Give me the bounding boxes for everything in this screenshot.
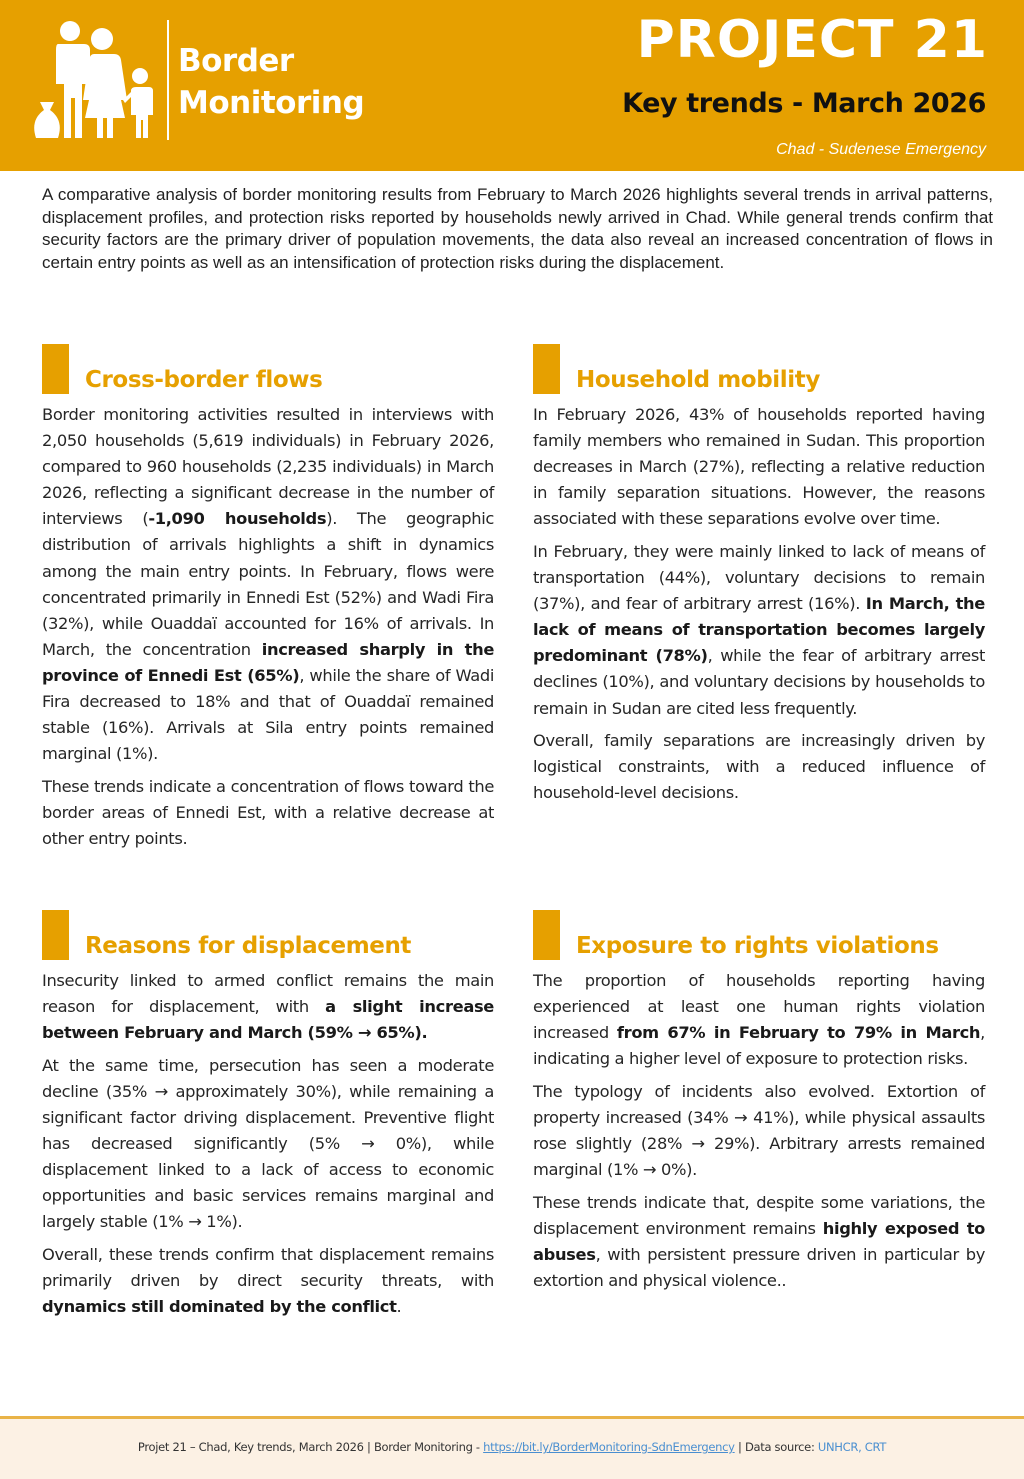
family-refugees-icon (30, 18, 158, 140)
section-reasons-for-displacement (42, 910, 494, 1327)
paragraph: Overall, family separations are increasingly driven by logistical constraints, with a reduced influence of household-level decisions. (533, 731, 985, 803)
intro-paragraph: A comparative analysis of border monitoring results from February to March 2026 highlights several trends in arrival patterns, displacement profiles, and protection risks reported by households newly arrived in Chad. While general trends confirm that security factors are the primary driver of population movements, the data also reveal an increased concentration of flows in certain entry points as well as an intensification of protection risks during the displacement. (42, 185, 993, 273)
footer-text: Projet 21 – Chad, Key trends, March 2026 | Border Monitoring - https://bit.ly/BorderMonitoring-SdnEmergency | Data source: UNHCR, CRT (137, 1440, 887, 1454)
data-source: UNHCR, CRT (817, 1440, 887, 1454)
header-banner (0, 0, 1024, 171)
section-accent-bar (42, 344, 69, 394)
section-header (533, 344, 985, 402)
section-accent-bar (533, 910, 560, 960)
section-accent-bar (42, 910, 69, 960)
section-title: Cross-border flows (85, 367, 323, 393)
report-title: Key trends - March 2026 (622, 88, 986, 119)
paragraph: In February 2026, 43% of households reported having family members who remained in Sudan. This proportion decreases in March (27%), reflecting a relative reduction in family separation situations. However, the reasons associated with these separations evolve over time. (533, 405, 985, 529)
paragraph: These trends indicate that, despite some variations, the displacement environment remains highly exposed to abuses, with persistent pressure driven in particular by extortion and physical violence.. (533, 1192, 985, 1291)
report-subtitle: Chad - Sudenese Emergency (776, 141, 986, 158)
section-header (533, 910, 985, 968)
section-header (42, 344, 494, 402)
section-exposure-to-rights-violations (533, 910, 985, 1301)
section-header (42, 910, 494, 968)
paragraph: Overall, these trends confirm that displacement remains primarily driven by direct security threats, with dynamics still dominated by the conflict. (42, 1244, 494, 1317)
section-household-mobility (533, 344, 985, 813)
logo-text (178, 40, 364, 124)
paragraph: Border monitoring activities resulted in interviews with 2,050 households (5,619 individuals) in February 2026, compared to 960 households (2,235 individuals) in March 2026, reflecting a significant decrease in the number of interviews (-1,090 households). The geographic distribution of arrivals highlights a shift in dynamics among the main entry points. In February, flows were concentrated primarily in Ennedi Est (52%) and Wadi Fira (32%), while Ouaddaï accounted for 16% of arrivals. In March, the concentration increased sharply in the province of Ennedi Est (65%), while the share of Wadi Fira decreased to 18% and that of Ouaddaï remained stable (16%). Arrivals at Sila entry points remained marginal (1%). (42, 405, 495, 764)
paragraph: In February, they were mainly linked to lack of means of transportation (44%), voluntary decisions to remain (37%), and fear of arbitrary arrest (16%). In March, the lack of means of transportation becomes largely predominant (78%), while the fear of arbitrary arrest declines (10%), and voluntary decisions by households to remain in Sudan are cited less frequently. (533, 541, 985, 718)
section-accent-bar (533, 344, 560, 394)
logo-line-1: Border (178, 43, 294, 79)
logo-line-2: Monitoring (178, 85, 365, 121)
logo-divider (167, 20, 169, 140)
paragraph: The proportion of households reporting having experienced at least one human rights violation increased from 67% in February to 79% in March, indicating a higher level of exposure to protection risks. (533, 971, 985, 1069)
paragraph: The typology of incidents also evolved. Extortion of property increased (34% → 41%), while physical assaults rose slightly (28% → 29%). Arbitrary arrests remained marginal (1% → 0%). (533, 1081, 985, 1180)
footer (0, 1416, 1024, 1479)
section-cross-border-flows (42, 344, 494, 859)
section-title: Household mobility (576, 367, 820, 393)
paragraph: At the same time, persecution has seen a moderate decline (35% → approximately 30%), while remaining a significant factor driving displacement. Preventive flight has decreased significantly (5% → 0%), while displacement linked to a lack of access to economic opportunities and basic services remains marginal and largely stable (1% → 1%). (42, 1055, 494, 1232)
section-title: Exposure to rights violations (576, 933, 939, 959)
paragraph: These trends indicate a concentration of flows toward the border areas of Ennedi Est, with a relative decrease at other entry points. (42, 776, 494, 848)
project-title: PROJECT 21 (636, 10, 988, 70)
footer-link[interactable]: https://bit.ly/BorderMonitoring-SdnEmergency (483, 1440, 735, 1454)
paragraph: Insecurity linked to armed conflict remains the main reason for displacement, with a slight increase between February and March (59% → 65%). (42, 971, 494, 1043)
section-title: Reasons for displacement (85, 933, 412, 959)
